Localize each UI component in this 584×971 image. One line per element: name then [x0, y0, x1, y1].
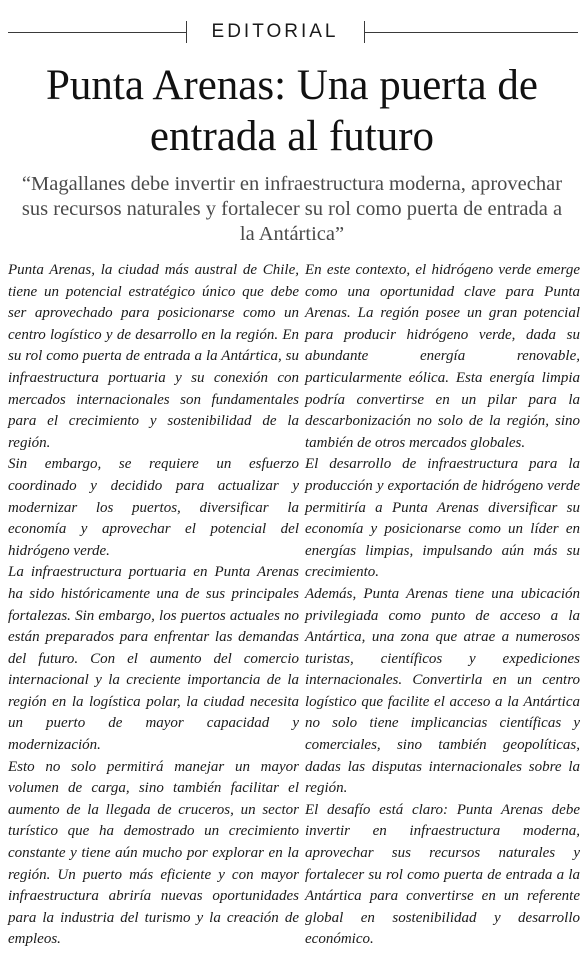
article-body — [8, 260, 580, 968]
body-paragraph: El desafío está claro: Punta Arenas debe invertir en infraestructura moderna, aprovechar sus recursos naturales y fortalecer su rol como puerta de entrada a la Antártica para convertirse en un referente global en sostenibilidad y desarrollo económico. — [305, 801, 580, 948]
section-label: EDITORIAL — [211, 21, 339, 42]
body-column-left — [8, 260, 299, 968]
article-headline: Punta Arenas: Una puerta de entrada al futuro — [46, 62, 538, 160]
body-paragraph: En este contexto, el hidrógeno verde emerge como una oportunidad clave para Punta Arenas. La región posee un gran potencial para producir hidrógeno verde, dada su abundante energía renovable, particularmente eólica. Esta energía limpia podría convertirse en un pilar para la descarbonización no solo de la región, sino también de otros mercados globales. — [305, 262, 580, 451]
body-paragraph: Punta Arenas, la ciudad más austral de Chile, tiene un potencial estratégico único que debe ser aprovechado para posicionarse como un centro logístico y de desarrollo en la región. En su rol como puerta de entrada a la Antártica, su infraestructura portuaria y su conexión con mercados internacionales son fundamentales para el crecimiento y sostenibilidad de la región. — [8, 262, 299, 451]
body-paragraph: Esto no solo permitirá manejar un mayor volumen de carga, sino también facilitar el aumento de la llegada de cruceros, un sector turístico que ha demostrado un crecimiento constante y tiene aún mucho por explorar en la región. Un puerto más eficiente y con mayor infraestructura abriría nuevas oportunidades para la industria del turismo y la creación de empleos. — [8, 758, 299, 948]
body-column-right — [305, 260, 580, 968]
header-tick-left — [186, 21, 187, 43]
body-paragraph: La infraestructura portuaria en Punta Arenas ha sido históricamente una de sus principales fortalezas. Sin embargo, los puertos actuales no están preparados para enfrentar las demandas del futuro. Con el aumento del comercio internacional y la creciente importancia de la región en la logística polar, la ciudad necesita un puerto de mayor capacidad y modernización. — [8, 564, 299, 754]
header-rule-left — [8, 32, 186, 33]
body-paragraph: Sin embargo, se requiere un esfuerzo coordinado y decidido para actualizar y modernizar los puertos, diversificar la economía y aprovechar el potencial del hidrógeno verde. — [8, 456, 299, 559]
header-rule-right — [364, 32, 578, 33]
body-paragraph: El desarrollo de infraestructura para la producción y exportación de hidrógeno verde permitiría a Punta Arenas diversificar su economía y posicionarse como un líder en energías limpias, impulsando aún más su crecimiento. — [305, 456, 580, 581]
section-header — [0, 10, 584, 56]
body-paragraph: Además, Punta Arenas tiene una ubicación privilegiada como punto de acceso a la Antártica, una zona que atrae a numerosos turistas, científicos y expediciones internacionales. Convertirla en un centro logístico que facilite el acceso a la Antártica no solo tiene implicancias científicas y comerciales, sino también geopolíticas, dadas las disputas internacionales sobre la región. — [305, 585, 580, 797]
article-deck: “Magallanes debe invertir en infraestructura moderna, aprovechar sus recursos naturales y fortalecer su rol como puerta de entrada a la Antártica” — [21, 173, 563, 245]
